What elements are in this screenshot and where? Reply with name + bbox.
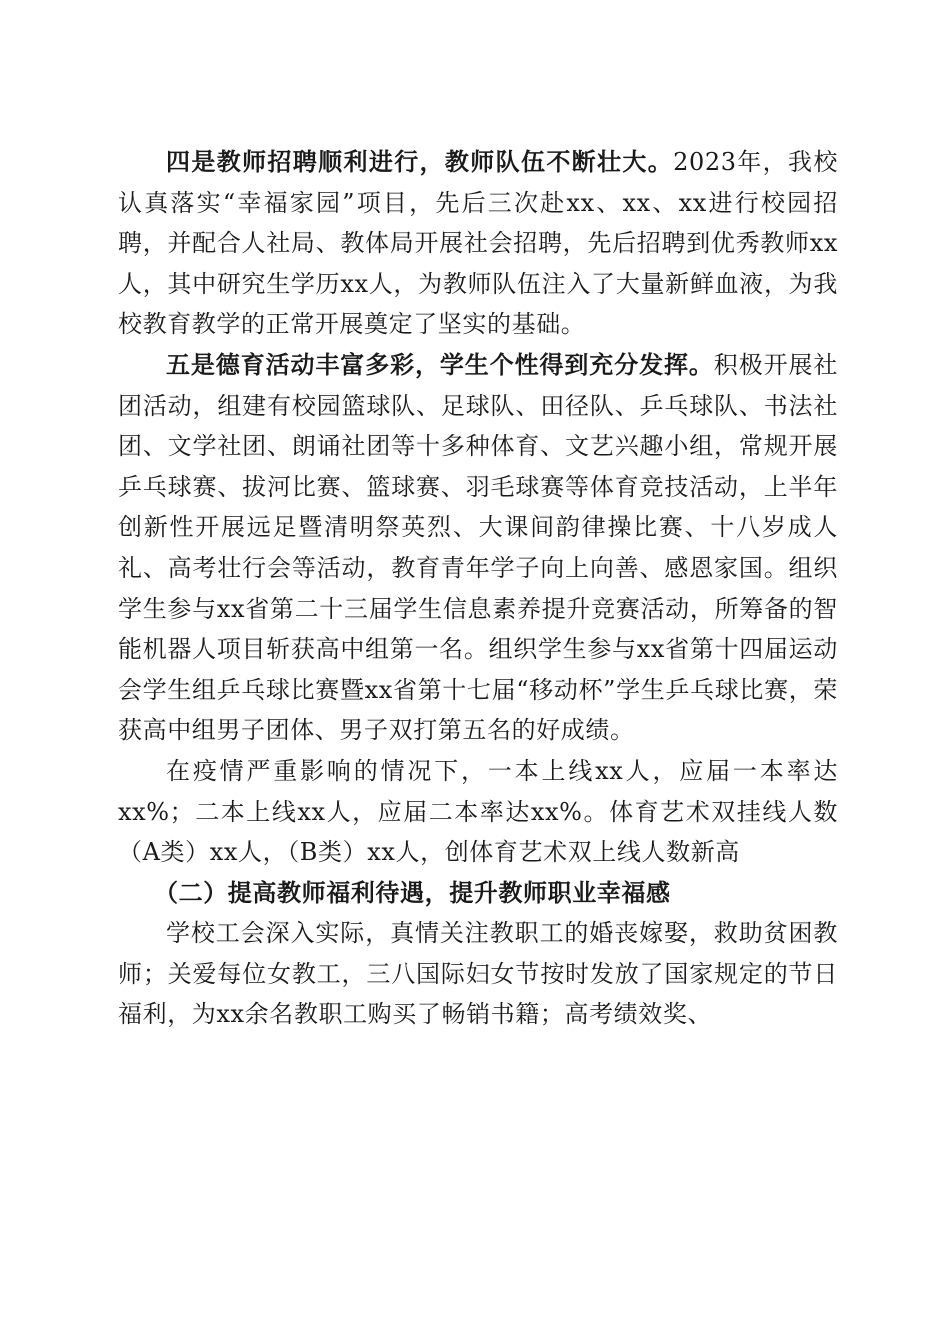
paragraph-lead: 四是教师招聘顺利进行，教师队伍不断壮大。 — [166, 147, 674, 176]
paragraph-text: 2023年，我校认真落实“幸福家园”项目，先后三次赴xx、xx、xx进行校园招聘，并配合人社局、教体局开展社会招聘，先后招聘到优秀教师xx人，其中研究生学历xx人，为教师队伍注入了大量新鲜血液，为我校教育教学的正常开展奠定了坚实的基础。 — [118, 148, 838, 339]
paragraph-exam-results — [118, 751, 838, 873]
paragraph-teacher-recruitment — [118, 142, 838, 345]
paragraph-text: 在疫情严重影响的情况下，一本上线xx人，应届一本率达xx%；二本上线xx人，应届二本率达xx%。体育艺术双挂线人数（A类）xx人，（B类）xx人，创体育艺术双上线人数新高 — [118, 756, 838, 867]
paragraph-text: 积极开展社团活动，组建有校园篮球队、足球队、田径队、乒乓球队、书法社团、文学社团、朗诵社团等十多种体育、文艺兴趣小组，常规开展乒乓球赛、拔河比赛、篮球赛、羽毛球赛等体育竞技活动，上半年创新性开展远足暨清明祭英烈、大课间韵律操比赛、十八岁成人礼、高考壮行会等活动，教育青年学子向上向善、感恩家国。组织学生参与xx省第二十三届学生信息素养提升竞赛活动，所筹备的智能机器人项目斩获高中组第一名。组织学生参与xx省第十四届运动会学生组乒乓球比赛暨xx省第十七届“移动杯”学生乒乓球比赛，荣获高中组男子团体、男子双打第五名的好成绩。 — [118, 350, 838, 745]
document-body — [118, 142, 838, 1035]
paragraph-moral-education — [118, 345, 838, 751]
paragraph-lead: 五是德育活动丰富多彩，学生个性得到充分发挥。 — [166, 349, 714, 379]
paragraph-union-welfare: 学校工会深入实际，真情关注教职工的婚丧嫁娶，救助贫困教师；关爱每位女教工，三八国际妇女节按时发放了国家规定的节日福利，为xx余名教职工购买了畅销书籍；高考绩效奖、 — [118, 919, 838, 1029]
section-heading: （二）提高教师福利待遇，提升教师职业幸福感 — [154, 877, 671, 907]
